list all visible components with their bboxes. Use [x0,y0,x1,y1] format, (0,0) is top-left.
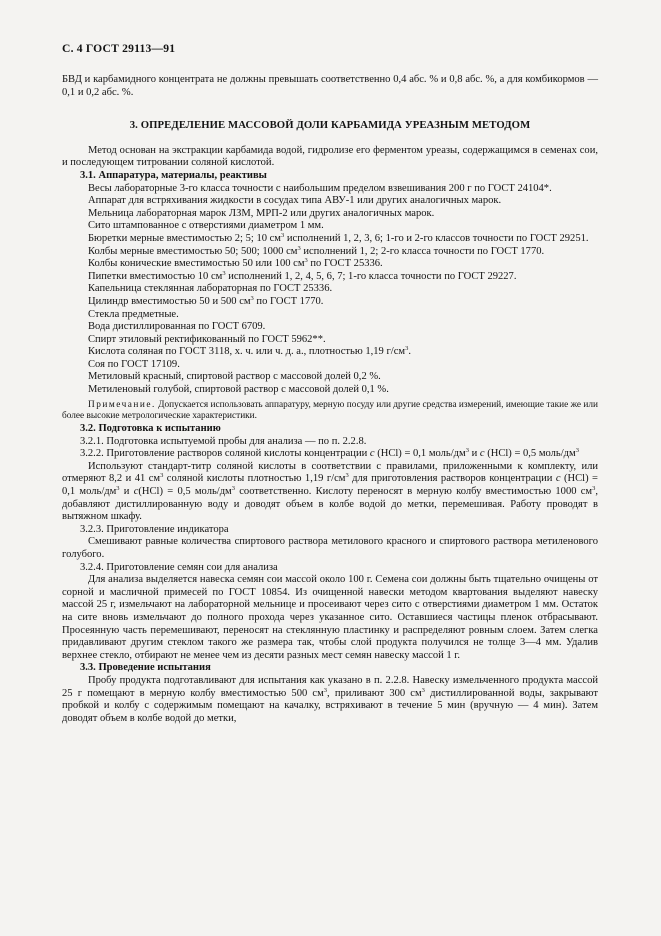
material-item: Аппарат для встряхивания жидкости в сосудах типа АВУ-1 или других аналогичных марок. [88,195,502,207]
paragraph-test-procedure: Пробу продукта подготавливают для испытания как указано в п. 2.2.8. Навеску измельченного продукта массой 25 г помещают в мерную колбу вместимостью 500 $см^3$, приливают 300 $см^3$ дистиллированной воды, закрывают пробкой и колбу с содержимым помещают на качалку, встряхивают в течение 5 мин (вручную — 4 мин). Затем доводят объем в колбе водой до метки, [62,674,598,724]
subsection-3-1-title: 3.1. Аппаратура, материалы, реактивы [80,169,267,181]
clause-3-2-3: 3.2.3. Приготовление индикатора [80,523,229,535]
material-item: Стекла предметные. [88,308,179,320]
paragraph-soy-preparation: Для анализа выделяется навеска семян сои массой около 100 г. Семена сои должны быть тщательно очищены от сорной и масличной примесей по ГОСТ 10854. Из очищенной навески методом квартования выделяют навеску массой 25 г, измельчают на лабораторной мельнице и просеивают через сито с отверстиями диаметром 1 мм. Остаток на сите вновь измельчают до полного прохода через указанное сито. Оставшиеся частицы пленок отбрасывают. Просеянную часть перемешивают, переносят на стеклянную пластинку и распределяют ровным слоем. Затем слегка придавливают другим стеклом такого же размера так, чтобы слой продукта получился не толще 3—4 мм. Удалив верхнее стекло, отбирают не менее чем из десяти разных мест семян навеску массой 1 г. [62,574,598,661]
material-item: Колбы конические вместимостью 50 или 100 $см^3$ по ГОСТ 25336. [88,257,383,270]
material-item: Кислота соляная по ГОСТ 3118, х. ч. или ч. д. а., плотностью 1,19 $г/см^3$. [88,345,411,358]
section-3-title: 3. ОПРЕДЕЛЕНИЕ МАССОВОЙ ДОЛИ КАРБАМИДА УРЕАЗНЫМ МЕТОДОМ [129,119,531,132]
note: Примечание. Допускается использовать аппаратуру, мерную посуду или другие средства измерений, имеющие такие же или более высокие метрологические характеристики. [62,399,598,421]
paragraph-indicator: Смешивают равные количества спиртового раствора метилового красного и спиртового раствора метиленового голубого. [62,536,598,560]
material-item: Мельница лабораторная марок ЛЗМ, МРП-2 или других аналогичных марок. [88,207,435,219]
material-item: Метиловый красный, спиртовой раствор с массовой долей 0,2 %. [88,371,381,383]
material-item: Цилиндр вместимостью 50 и 500 $см^3$ по ГОСТ 1770. [88,294,324,307]
material-item: Метиленовый голубой, спиртовой раствор с массовой долей 0,1 %. [88,384,389,396]
material-item: Сито штампованное с отверстиями диаметром 1 мм. [88,220,324,232]
material-item: Капельница стеклянная лабораторная по ГОСТ 25336. [88,283,333,295]
material-item: Бюретки мерные вместимостью 2; 5; 10 $см^3$ исполнений 1, 2, 3, 6; 1-го и 2-го классов точности по ГОСТ 29251. [88,231,589,244]
clause-3-2-4: 3.2.4. Приготовление семян сои для анализа [80,561,278,573]
material-item: Колбы мерные вместимостью 50; 500; 1000 $см^3$ исполнений 1, 2; 2-го класса точности по ГОСТ 1770. [88,244,545,257]
material-item: Соя по ГОСТ 17109. [88,358,180,370]
material-item: Спирт этиловый ректификованный по ГОСТ 5962**. [88,333,326,345]
clause-3-2-2: 3.2.2. Приготовление растворов соляной кислоты концентрации c (HCl) = 0,1 моль/$дм^3$ и c (HCl) = 0,5 моль/$дм^3$ [80,447,579,460]
paragraph-intro: БВД и карбамидного концентрата не должны превышать соответственно 0,4 абс. % и 0,8 абс. %, а для комбикормов — 0,1 и 0,2 абс. %. [62,74,598,98]
clause-3-2-1: 3.2.1. Подготовка испытуемой пробы для анализа — по п. 2.2.8. [80,435,367,447]
page-header: С. 4 ГОСТ 29113—91 [62,42,176,55]
paragraph-method: Метод основан на экстракции карбамида водой, гидролизе его ферментом уреазы, содержащимся в семенах сои, и последующем титровании соляной кислотой. [62,144,598,169]
subsection-3-3-title: 3.3. Проведение испытания [80,662,211,674]
note-label: Примечание. [88,399,156,410]
material-item: Вода дистиллированная по ГОСТ 6709. [88,321,266,333]
subsection-3-2-title: 3.2. Подготовка к испытанию [80,423,221,435]
material-item: Пипетки вместимостью 10 $см^3$ исполнений 1, 2, 4, 5, 6, 7; 1-го класса точности по ГОСТ 29227. [88,269,517,282]
document-body [62,74,598,725]
paragraph-titration: Используют стандарт-титр соляной кислоты в соответствии с правилами, приложенными к комплекту, или отмеряют 8,2 и 41 $см^3$ соляной кислоты плотностью 1,19 $г/см^3$ для приготовления растворов концентрации c (HCl) = 0,1 моль/$дм^3$ и c(HCl) = 0,5 моль/$дм^3$ соответственно. Кислоту переносят в мерную колбу вместимостью 1000 $см^3$, добавляют дистиллированную воду и доводят объем в колбе водой до метки, перемешивая. Работу проводят в вытяжном шкафу. [62,460,598,523]
material-item: Весы лабораторные 3-го класса точности с наибольшим пределом взвешивания 200 г по ГОСТ 24104*. [88,182,552,194]
